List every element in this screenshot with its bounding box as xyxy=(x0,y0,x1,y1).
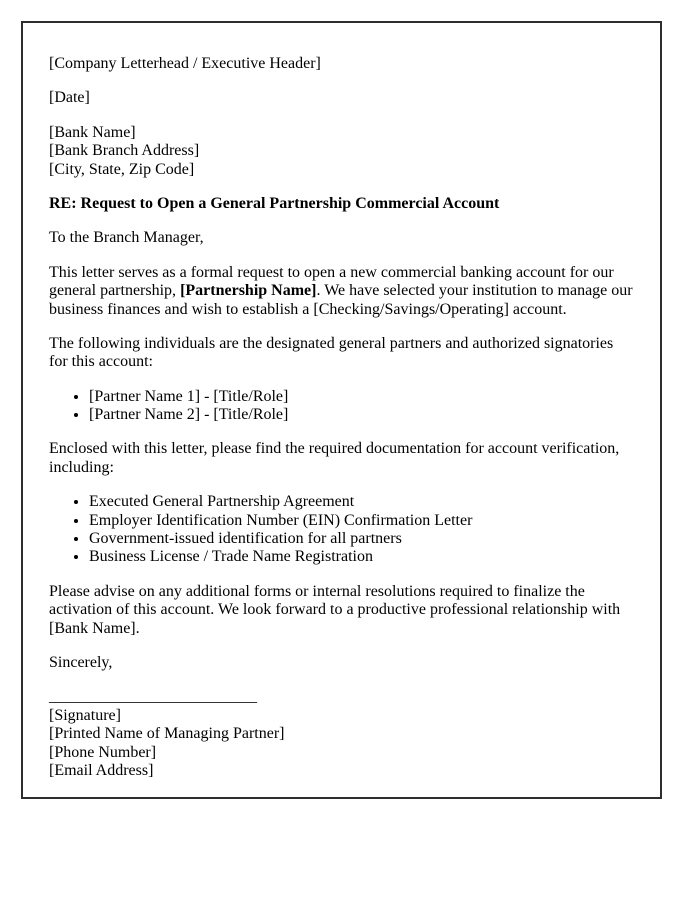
list-item-enclosure-1: • Executed General Partnership Agreement xyxy=(89,493,634,511)
printed-name-placeholder: [Printed Name of Managing Partner] xyxy=(49,725,285,743)
partners-list xyxy=(49,388,634,425)
partnership-name-placeholder: [Partnership Name] xyxy=(180,282,317,300)
bank-name: [Bank Name] xyxy=(49,123,136,141)
partners-intro: The following individuals are the designated general partners and authorized signatories for this account: xyxy=(49,334,614,371)
list-item-enclosure-2: • Employer Identification Number (EIN) Confirmation Letter xyxy=(89,512,634,530)
bank-city-state-zip: [City, State, Zip Code] xyxy=(49,160,195,178)
letter-page xyxy=(21,21,662,799)
signature-block xyxy=(49,688,634,780)
phone-number-placeholder: [Phone Number] xyxy=(49,743,157,761)
list-item-enclosure-4: • Business License / Trade Name Registration xyxy=(89,548,634,566)
signature-placeholder: [Signature] xyxy=(49,706,121,724)
signature-line: __________________________ xyxy=(49,688,257,706)
closing-salutation: Sincerely, xyxy=(49,653,113,671)
intro-text-before: This letter serves as a formal request to open a new commercial banking account for our general partnership, xyxy=(49,263,614,300)
email-address-placeholder: [Email Address] xyxy=(49,761,154,779)
enclosures-intro: Enclosed with this letter, please find the required documentation for account verification, including: xyxy=(49,440,620,476)
intro-text-after: . We have selected your institution to manage our business finances and wish to establish a [Checking/Savings/Operating] account. xyxy=(49,282,633,318)
enclosures-list xyxy=(49,493,634,567)
closing-paragraph: Please advise on any additional forms or internal resolutions required to finalize the activation of this account. We look forward to a productive professional relationship with [Bank Name]. xyxy=(49,582,621,637)
list-item-enclosure-3: • Government-issued identification for all partners xyxy=(89,530,634,548)
date-line: [Date] xyxy=(49,89,90,107)
list-item-partner-1: • [Partner Name 1] - [Title/Role] xyxy=(89,388,634,406)
bank-branch-address: [Bank Branch Address] xyxy=(49,142,200,160)
salutation: To the Branch Manager, xyxy=(49,229,204,247)
list-item-partner-2: • [Partner Name 2] - [Title/Role] xyxy=(89,406,634,424)
letterhead: [Company Letterhead / Executive Header] xyxy=(49,55,321,72)
subject-line: RE: Request to Open a General Partnership Commercial Account xyxy=(49,194,500,212)
intro-paragraph xyxy=(49,264,634,319)
bank-address-block xyxy=(49,124,634,179)
